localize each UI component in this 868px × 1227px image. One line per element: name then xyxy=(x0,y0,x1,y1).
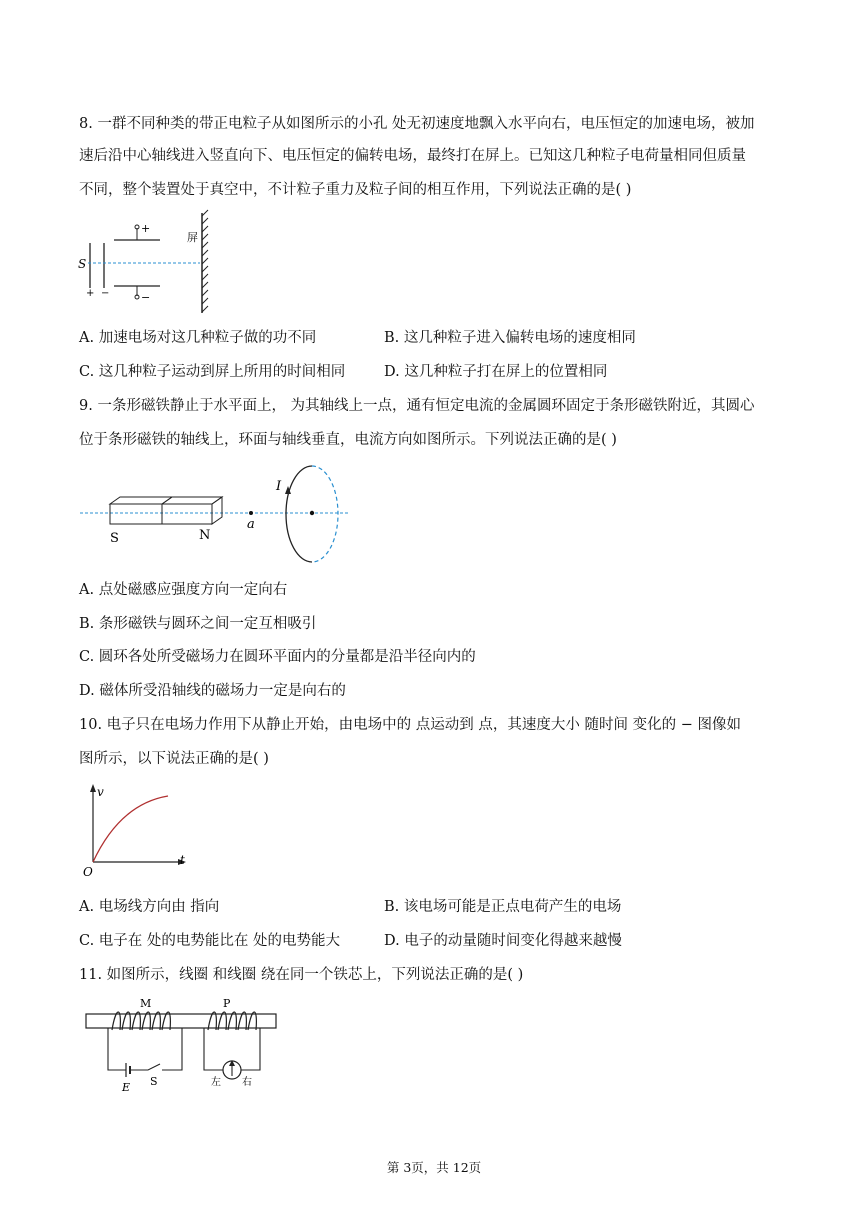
q10-line-1: 10. 电子只在电场力作用下从静止开始，由电场中的 点运动到 点，其速度大小 随时间 变化的 − 图像如 xyxy=(79,717,741,733)
q10-label-o: O xyxy=(83,865,93,879)
q8-option-a: A. 加速电场对这几种粒子做的功不同 xyxy=(79,330,317,346)
q11-label-e: E xyxy=(122,1081,131,1094)
q11-label-right: 右 xyxy=(242,1077,252,1088)
q9-label-i: I xyxy=(276,479,282,494)
q10-label-t: t xyxy=(180,853,185,867)
q8-line-2: 速后沿中心轴线进入竖直向下、电压恒定的偏转电场，最终打在屏上。已知这几种粒子电荷量相同但质量 xyxy=(79,148,746,164)
q9-line-1: 9. 一条形磁铁静止于水平面上， 为其轴线上一点，通有恒定电流的金属圆环固定于条形磁铁附近，其圆心 xyxy=(79,398,755,414)
q9-figure xyxy=(74,460,364,580)
q10-line-2: 图所示，以下说法正确的是( ) xyxy=(79,751,269,767)
q11-line-1: 11. 如图所示，线圈 和线圈 绕在同一个铁芯上，下列说法正确的是( ) xyxy=(79,967,524,983)
q8-line-1: 8. 一群不同种类的带正电粒子从如图所示的小孔 处无初速度地飘入水平向右，电压恒定的加速电场，被加 xyxy=(79,116,755,132)
q8-label-minus-left: − xyxy=(101,288,110,299)
q11-label-m: M xyxy=(140,997,152,1010)
q9-option-b: B. 条形磁铁与圆环之间一定互相吸引 xyxy=(79,616,317,632)
q9-option-c: C. 圆环各处所受磁场力在圆环平面内的分量都是沿半径向内的 xyxy=(79,649,476,665)
q10-option-d: D. 电子的动量随时间变化得越来越慢 xyxy=(384,933,622,949)
q8-label-screen: 屏 xyxy=(187,231,198,244)
q9-option-d: D. 磁体所受沿轴线的磁场力一定是向右的 xyxy=(79,683,346,699)
q11-label-s: S xyxy=(150,1075,158,1088)
q10-option-b: B. 该电场可能是正点电荷产生的电场 xyxy=(384,899,622,915)
q8-label-plus-top: + xyxy=(141,222,151,235)
q8-option-b: B. 这几种粒子进入偏转电场的速度相同 xyxy=(384,330,636,346)
q10-figure xyxy=(80,780,195,880)
q9-label-a: a xyxy=(247,517,255,532)
q8-figure xyxy=(74,208,224,318)
q9-label-n: N xyxy=(199,528,211,543)
q8-label-s: S xyxy=(78,257,87,271)
q11-label-p: P xyxy=(223,997,231,1010)
q8-line-3: 不同，整个装置处于真空中，不计粒子重力及粒子间的相互作用，下列说法正确的是( ) xyxy=(79,182,632,198)
q9-option-a: A. 点处磁感应强度方向一定向右 xyxy=(79,582,288,598)
page-footer: 第 3页，共 12页 xyxy=(386,1160,482,1175)
q10-label-v: v xyxy=(97,785,104,799)
q10-option-a: A. 电场线方向由 指向 xyxy=(79,899,220,915)
q8-option-d: D. 这几种粒子打在屏上的位置相同 xyxy=(384,364,608,380)
q9-label-s: S xyxy=(110,531,119,546)
q8-label-plus-left: + xyxy=(86,288,95,299)
q11-figure xyxy=(80,994,290,1094)
q8-label-minus-bottom: − xyxy=(141,291,151,304)
q11-label-left: 左 xyxy=(211,1077,221,1088)
q8-option-c: C. 这几种粒子运动到屏上所用的时间相同 xyxy=(79,364,346,380)
q10-option-c: C. 电子在 处的电势能比在 处的电势能大 xyxy=(79,933,341,949)
q9-line-2: 位于条形磁铁的轴线上，环面与轴线垂直，电流方向如图所示。下列说法正确的是( ) xyxy=(79,432,617,448)
